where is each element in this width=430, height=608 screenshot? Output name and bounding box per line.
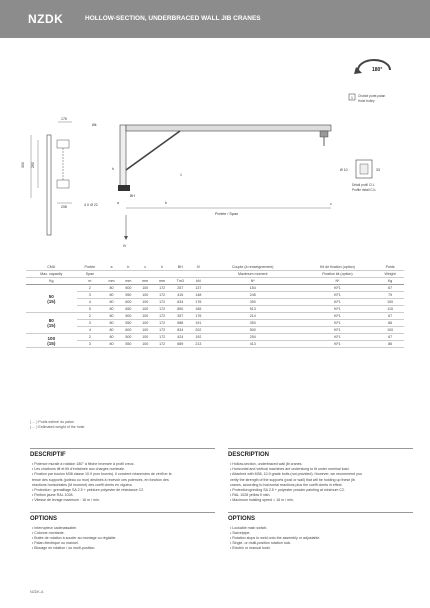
table-cell: 172 [154, 285, 171, 292]
table-cell: 254 [207, 334, 299, 341]
table-cell: 3 [77, 341, 104, 348]
legend-line-2: Hoist trolley [358, 99, 375, 103]
description-section [228, 448, 413, 552]
table-cell: KF1 [299, 327, 377, 334]
descriptif-item: • Les charbons tilt et tilt d'entraînée aux charges nominale. [32, 467, 126, 472]
table-cell: 154 [207, 285, 299, 292]
table-cell: 100 [137, 292, 154, 299]
table-cell: 500 [120, 285, 137, 292]
table-cell: 100 [376, 327, 404, 334]
capacity-cell: 50 (15) [26, 285, 77, 313]
table-cell: 424 [171, 334, 190, 341]
table-cell: 202 [190, 327, 207, 334]
dim-bolts: 4 X Ø 22 [84, 203, 98, 207]
table-cell: 100 [137, 334, 154, 341]
table-cell: 172 [154, 334, 171, 341]
table-header-cell: Tm3 [171, 278, 190, 285]
table-cell: 100 [137, 299, 154, 306]
table-row [26, 320, 404, 327]
table-row [26, 313, 404, 320]
table-cell: 80 [103, 313, 120, 320]
dim-175: 175 [61, 117, 67, 121]
profile-label-1: Détail profil Cl-L [352, 183, 375, 187]
jib-beam [126, 125, 331, 131]
table-cell: 390 [207, 299, 299, 306]
table-header-cell [190, 271, 207, 278]
brace [126, 131, 180, 170]
section-bottom [57, 180, 69, 188]
table-cell: KF1 [299, 341, 377, 348]
table-cell: 80 [103, 299, 120, 306]
table-cell: 172 [154, 327, 171, 334]
table-row [26, 341, 404, 348]
table-cell: 137 [190, 285, 207, 292]
table-header-cell [120, 271, 137, 278]
dim-33: 33 [376, 168, 380, 172]
description-item: • RAL 1028 yellow fi nish. [230, 493, 271, 498]
option-en-item: • Electric or manual hoist. [230, 546, 271, 551]
table-cell: 172 [154, 299, 171, 306]
table-header-cell: N* [207, 278, 299, 285]
table-cell: 100 [137, 306, 154, 313]
dim-h: h [112, 167, 114, 171]
table-cell: 67 [376, 313, 404, 320]
table-cell: 100 [137, 341, 154, 348]
table-cell: KF1 [299, 306, 377, 313]
legend-number: 1 [351, 96, 353, 100]
table-cell: 257 [171, 285, 190, 292]
table-cell: 80 [103, 341, 120, 348]
note-fr: ( ... ) Poids estimé du palan [30, 420, 74, 424]
capacity-cell: 80 (15) [26, 313, 77, 334]
table-header-cell: Span [77, 271, 104, 278]
table-cell: 213 [190, 341, 207, 348]
table-cell: 172 [154, 313, 171, 320]
option-en-item: • Lockable main switch. [230, 525, 268, 530]
table-cell: 550 [120, 292, 137, 299]
table-row [26, 327, 404, 334]
dim-208: 208 [61, 205, 67, 209]
callout-1: 1 [180, 173, 182, 177]
table-header-cell: Max. capacity [26, 271, 77, 278]
table-cell: 80 [103, 285, 120, 292]
table-cell: 176 [190, 313, 207, 320]
table-cell: 4 [77, 299, 104, 306]
table-cell: 191 [190, 320, 207, 327]
dim-bh: BH [130, 194, 135, 198]
table-header-cell: c [137, 264, 154, 271]
dim-10: Ø 10 [340, 168, 348, 172]
table-cell: 172 [154, 320, 171, 327]
table-header-cell: m [77, 278, 104, 285]
dim-iv: IV [123, 244, 127, 248]
table-cell: KF1 [299, 285, 377, 292]
table-header-cell [154, 271, 171, 278]
table-header-cell: b [120, 264, 137, 271]
table-header-cell: mm [103, 278, 120, 285]
table-cell: 172 [154, 341, 171, 348]
table-cell: KF1 [299, 299, 377, 306]
table-cell: 79 [376, 292, 404, 299]
page-header [0, 0, 430, 38]
table-cell: 172 [154, 292, 171, 299]
table-header-cell: mm [154, 278, 171, 285]
footer-code: NZDK-A [30, 590, 44, 594]
rotation-label: 180° [372, 67, 383, 73]
table-header-cell [137, 271, 154, 278]
descriptif-item: • Finition jaune RAL 1028. [32, 493, 74, 498]
option-en-item: • Swivelpipe. [230, 530, 251, 535]
descriptif-item: tenue des supports (poteau ou mur) destinés à recevoir ces potences, en fonction des [32, 477, 169, 482]
table-header-cell: a [103, 264, 120, 271]
table-cell: 214 [207, 313, 299, 320]
table-cell: 2 [77, 313, 104, 320]
option-fr-item: • Blocage en rotation / ou multi-position. [32, 546, 96, 551]
description-item: cranes, according to horizontal reactions plus the coeffi cients in effect. [230, 482, 343, 487]
table-header-cell: mm [137, 278, 154, 285]
table-cell: 413 [207, 341, 299, 348]
table-header-cell: IV [190, 264, 207, 271]
table-cell: 100 [137, 327, 154, 334]
descriptif-item: • Protection : grenaillage SA 2.5 + peinture polyester de résistance C2. [32, 488, 145, 493]
table-notes [30, 420, 84, 430]
table-cell: 650 [120, 306, 137, 313]
table-cell: 80 [103, 306, 120, 313]
table-cell: 148 [190, 292, 207, 299]
table-cell: 2 [77, 285, 104, 292]
table-row [26, 299, 404, 306]
description-item: • Maximum hoisting speed = 16 m / min. [230, 498, 294, 503]
table-header-cell [103, 271, 120, 278]
descriptif-title: DESCRIPTIF [30, 448, 215, 458]
table-header-cell: Weight [376, 271, 404, 278]
options-fr-title: OPTIONS [30, 512, 215, 522]
table-cell: 115 [376, 306, 404, 313]
table-cell: 86 [376, 320, 404, 327]
wall-column [47, 135, 51, 235]
table-header-cell: Kg [376, 278, 404, 285]
table-cell: 500 [207, 327, 299, 334]
descriptif-item: • Vitesse de levage maximum : 16 m / min. [32, 498, 100, 503]
table-cell: 513 [207, 306, 299, 313]
spec-table [26, 264, 404, 348]
descriptif-item: • Fixation par boulon M36 classe 10.9 (non fournis). Il convient néanmoins de vérifi er la [32, 472, 172, 477]
dim-span: Portée / Span [215, 212, 239, 216]
profile-label-2: Profile detail Cl-L [352, 188, 377, 192]
table-cell: 600 [120, 327, 137, 334]
table-cell: 500 [120, 334, 137, 341]
note-en: ( ... ) Estimated weight of the hoist [30, 425, 85, 429]
table-cell: 500 [120, 313, 137, 320]
table-cell: 80 [103, 292, 120, 299]
option-en-item: • Single- or multi-position rotation lock. [230, 541, 292, 546]
table-header-cell [171, 271, 190, 278]
table-cell: 415 [171, 292, 190, 299]
table-cell: 100 [137, 320, 154, 327]
table-header-cell: Kg [26, 278, 77, 285]
table-cell: 588 [171, 320, 190, 327]
table-cell: 353 [207, 320, 299, 327]
table-header-cell: CMU [26, 264, 77, 271]
table-cell: KF1 [299, 313, 377, 320]
table-cell: 600 [120, 299, 137, 306]
table-header-cell: Portée [77, 264, 104, 271]
description-item: • Horizontal and vertical machines are underslung to fit under nominal load. [230, 467, 350, 472]
table-row [26, 292, 404, 299]
table-header-cell: h [154, 264, 171, 271]
descriptif-item: réactions horizontales (M moment) des coeffi cients en vigueur. [32, 482, 133, 487]
dim-260: 260 [31, 162, 35, 168]
table-cell: KF1 [299, 292, 377, 299]
table-cell: 80 [103, 320, 120, 327]
table-header-row [26, 278, 404, 285]
table-cell: 834 [171, 327, 190, 334]
description-item: • Protection:grinding SA 2.5 + polyester powder painting at minimum C2. [230, 488, 346, 493]
option-fr-item: • Colonne montante. [32, 530, 65, 535]
table-cell: 5 [77, 306, 104, 313]
dim-a: a [117, 201, 119, 205]
table-header-row [26, 271, 404, 278]
description-item: • Hollow-section, underbraced wall jib cranes. [230, 462, 303, 466]
option-fr-item: • Butée de rotation à souder au montage ou réglable. [32, 536, 117, 541]
description-item: • Attached with M36, 10.9 grade bolts (not provided). However, we recommend you [230, 472, 362, 477]
table-cell: 245 [207, 292, 299, 299]
table-cell: 3 [77, 320, 104, 327]
descriptif-section [30, 448, 215, 552]
table-cell: 550 [120, 341, 137, 348]
table-header-cell: Couple (à renseignement) [207, 264, 299, 271]
table-cell: 4 [77, 327, 104, 334]
base-block [118, 185, 130, 191]
section-top [57, 140, 69, 148]
table-cell: 850 [171, 306, 190, 313]
table-cell: KF1 [299, 320, 377, 327]
dim-300: 300 [21, 162, 25, 168]
options-en-title: OPTIONS [228, 512, 413, 522]
table-cell: 67 [376, 285, 404, 292]
wall-plate [120, 125, 126, 187]
trolley [320, 131, 328, 137]
table-header-cell: Fixation kit (option) [299, 271, 377, 278]
table-row [26, 334, 404, 341]
table-cell: 634 [171, 299, 190, 306]
table-cell: 192 [190, 334, 207, 341]
dim-c: c [330, 202, 332, 206]
dim-b: b [165, 201, 167, 205]
capacity-cell: 100 (15) [26, 334, 77, 348]
option-fr-item: • Interrupteur cadenassable. [32, 525, 78, 530]
dim-dn: Øk [92, 123, 97, 127]
table-cell: 357 [171, 313, 190, 320]
table-header-cell: BH [171, 264, 190, 271]
table-cell: 100 [376, 299, 404, 306]
table-cell: 67 [376, 334, 404, 341]
description-item: verify the strength of the supports (post or wall) that will be holding up these jib [230, 477, 355, 482]
table-cell: 80 [103, 327, 120, 334]
legend-line-1: Chariot porte-palan [358, 94, 386, 98]
table-row [26, 306, 404, 313]
table-header-cell: kN [190, 278, 207, 285]
table-cell: 2 [77, 334, 104, 341]
table-header-cell: mm [120, 278, 137, 285]
table-cell: 86 [376, 341, 404, 348]
page-title: HOLLOW-SECTION, UNDERBRACED WALL JIB CRANES [85, 15, 261, 22]
table-header-cell: Kit de fixation (option) [299, 264, 377, 271]
table-cell: 176 [190, 299, 207, 306]
table-row [26, 285, 404, 292]
table-cell: KF1 [299, 334, 377, 341]
descriptif-item: • Potence murale à rotation 180° à flèche inversée à profil creux. [32, 462, 135, 466]
table-cell: 550 [120, 320, 137, 327]
technical-drawing [0, 40, 430, 260]
table-cell: 100 [137, 285, 154, 292]
table-cell: 185 [190, 306, 207, 313]
table-header-cell: Maximum moment [207, 271, 299, 278]
table-cell: 172 [154, 306, 171, 313]
product-code: NZDK [28, 12, 64, 26]
table-cell: 3 [77, 292, 104, 299]
table-cell: 689 [171, 341, 190, 348]
table-header-cell: N* [299, 278, 377, 285]
table-cell: 80 [103, 334, 120, 341]
description-title: DESCRIPTION [228, 448, 413, 458]
table-cell: 100 [137, 313, 154, 320]
option-fr-item: • Palan électrique ou manuel. [32, 541, 79, 546]
table-header-cell: Poids [376, 264, 404, 271]
option-en-item: • Rotation stops to weld onto the assembly or adjustable. [230, 536, 321, 541]
